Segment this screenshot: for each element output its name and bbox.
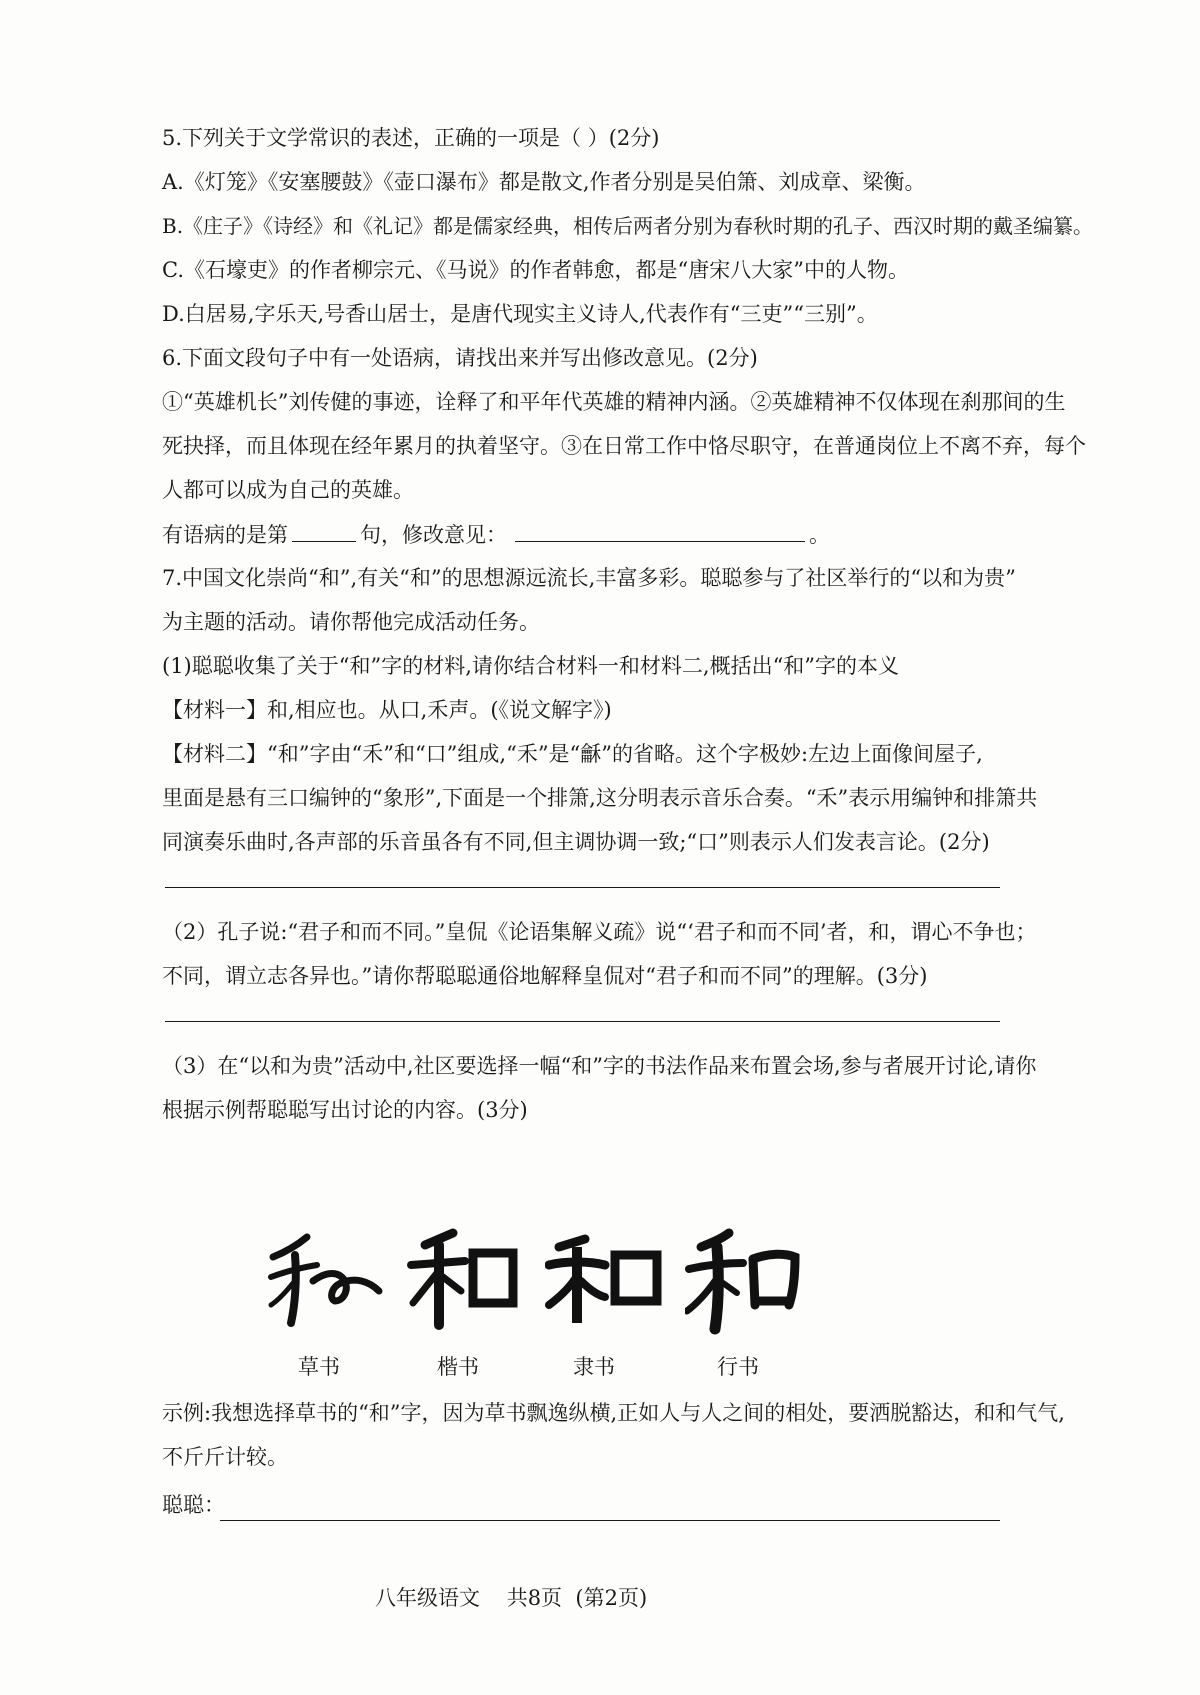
q7-intro-line-1: 7.中国文化崇尚“和”,有关“和”的思想源远流长,丰富多彩。聪聪参与了社区举行的“以和为贵” xyxy=(162,566,1016,590)
q7-sub2-line-2: 不同，谓立志各异也。”请你帮聪聪通俗地解释皇侃对“君子和而不同”的理解。(3分) xyxy=(162,964,928,988)
q7-material-2-line-2: 里面是悬有三口编钟的“象形”,下面是一个排箫,这分明表示音乐合奏。“禾”表示用编钟和排箫共 xyxy=(162,786,1038,810)
q7-sub1: (1)聪聪收集了关于“和”字的材料,请你结合材料一和材料二,概括出“和”字的本义 xyxy=(162,654,900,678)
calligraphy-label-clerical: 隶书 xyxy=(573,1355,615,1379)
q7-example-line-1: 示例:我想选择草书的“和”字，因为草书飘逸纵横,正如人与人之间的相处，要洒脱豁达，和和气气, xyxy=(162,1401,1065,1425)
q6-sentence-blank[interactable] xyxy=(292,519,356,542)
q7-sub2-answer-line[interactable] xyxy=(165,1021,1000,1022)
calligraphy-running-he xyxy=(685,1225,805,1335)
q7-material-2-line-3: 同演奏乐曲时,各声部的乐音虽各有不同,但主调协调一致;“口”则表示人们发表言论。(2分) xyxy=(162,830,990,854)
q7-sub3-answer-line[interactable] xyxy=(220,1520,1000,1521)
q7-material-2-line-1: 【材料二】“和”字由“禾”和“口”组成,“禾”是“龢”的省略。这个字极妙:左边上面像间屋子, xyxy=(162,742,983,766)
q7-intro-line-2: 为主题的活动。请你帮他完成活动任务。 xyxy=(162,610,540,634)
q6-answer-line xyxy=(162,519,830,550)
q5-stem: 5.下列关于文学常识的表述，正确的一项是（ ）(2分) xyxy=(162,126,660,150)
q7-sub2-line-1: （2）孔子说:“君子和而不同。”皇侃《论语集解义疏》说“‘君子和而不同’者，和，谓心不争也； xyxy=(162,920,1037,944)
q7-sub3-line-2: 根据示例帮聪聪写出讨论的内容。(3分) xyxy=(162,1098,528,1122)
q6-answer-end: 。 xyxy=(809,523,830,547)
q5-option-a: A.《灯笼》《安塞腰鼓》《壶口瀑布》都是散文,作者分别是吴伯箫、刘成章、梁衡。 xyxy=(162,170,926,194)
q6-passage-line-3: 人都可以成为自己的英雄。 xyxy=(162,478,414,502)
calligraphy-regular-he xyxy=(405,1225,525,1335)
calligraphy-cursive-he xyxy=(265,1225,385,1335)
calligraphy-row xyxy=(0,1225,1200,1345)
q5-option-d: D.白居易,字乐天,号香山居士，是唐代现实主义诗人,代表作有“三吏”“三别”。 xyxy=(162,302,878,326)
q6-answer-mid: 句，修改意见： xyxy=(360,523,507,547)
calligraphy-clerical-he xyxy=(545,1225,665,1335)
calligraphy-label-running: 行书 xyxy=(717,1355,759,1379)
q6-stem: 6.下面文段句子中有一处语病，请找出来并写出修改意见。(2分) xyxy=(162,346,758,370)
q6-answer-prefix: 有语病的是第 xyxy=(162,523,288,547)
q5-option-c: C.《石壕吏》的作者柳宗元、《马说》的作者韩愈，都是“唐宋八大家”中的人物。 xyxy=(162,258,909,282)
q6-passage-line-1: ①“英雄机长”刘传健的事迹，诠释了和平年代英雄的精神内涵。②英雄精神不仅体现在刹那间的生 xyxy=(162,390,1066,414)
q6-revision-blank[interactable] xyxy=(515,519,805,542)
q7-answer-label: 聪聪： xyxy=(162,1493,225,1517)
q6-passage-line-2: 死抉择，而且体现在经年累月的执着坚守。③在日常工作中恪尽职守，在普通岗位上不离不弃，每个 xyxy=(162,434,1086,458)
q7-sub3-line-1: （3）在“以和为贵”活动中,社区要选择一幅“和”字的书法作品来布置会场,参与者展开讨论,请你 xyxy=(162,1054,1037,1078)
calligraphy-label-regular: 楷书 xyxy=(437,1355,479,1379)
q7-material-1: 【材料一】和,相应也。从口,禾声。(《说文解字》) xyxy=(162,698,612,722)
q7-example-line-2: 不斤斤计较。 xyxy=(162,1445,288,1469)
page-footer: 八年级语文 共8页 (第2页) xyxy=(375,1586,648,1610)
q5-option-b: B.《庄子》《诗经》和《礼记》都是儒家经典，相传后两者分别为春秋时期的孔子、西汉时期的戴圣编纂。 xyxy=(162,214,1094,238)
q7-sub1-answer-line[interactable] xyxy=(165,887,1000,888)
calligraphy-label-cursive: 草书 xyxy=(298,1355,340,1379)
